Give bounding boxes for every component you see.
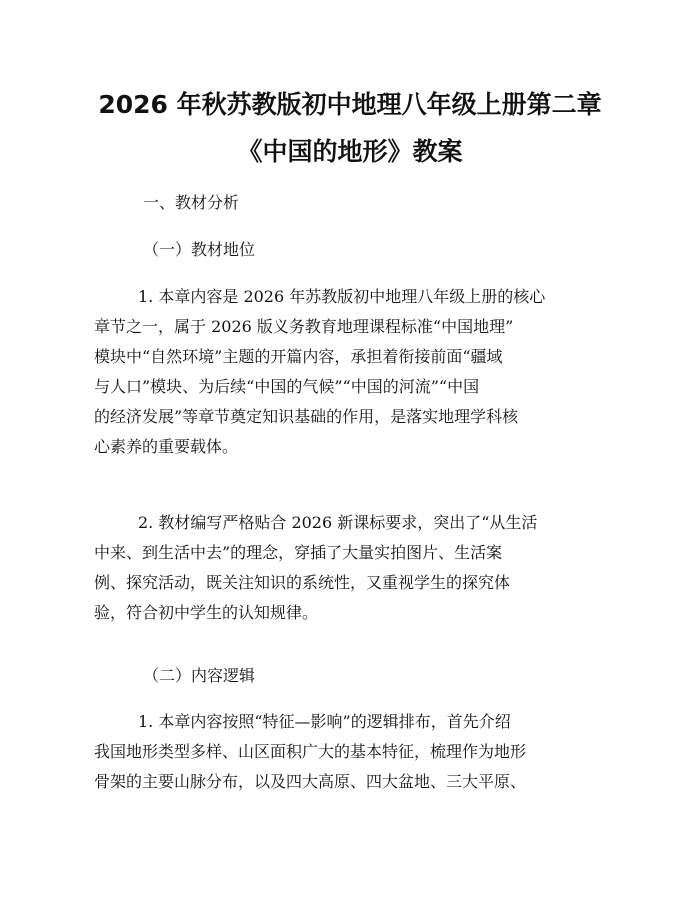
paragraph-1-line: 心素养的重要载体。 [94, 437, 239, 456]
paragraph-3-line: 我国地形类型多样、山区面积广大的基本特征，梳理作为地形 [94, 742, 527, 761]
paragraph-3-line: 1. 本章内容按照“特征—影响”的逻辑排布，首先介绍 [138, 712, 511, 731]
subsection-heading-content-logic: （二）内容逻辑 [143, 666, 256, 685]
document-title-line-2: 《中国的地形》教案 [237, 137, 463, 166]
paragraph-1-line: 章节之一，属于 2026 版义务教育地理课程标准“中国地理” [94, 317, 514, 336]
paragraph-2-line: 中来、到生活中去”的理念，穿插了大量实拍图片、生活案 [94, 543, 503, 562]
paragraph-3-line: 骨架的主要山脉分布，以及四大高原、四大盆地、三大平原、 [94, 772, 527, 791]
paragraph-3 [94, 707, 614, 797]
paragraph-2-line: 验，符合初中学生的认知规律。 [94, 603, 319, 622]
paragraph-1 [94, 282, 614, 462]
subsection-heading-textbook-position: （一）教材地位 [143, 240, 256, 259]
paragraph-1-line: 模块中“自然环境”主题的开篇内容，承担着衔接前面“疆域 [94, 347, 503, 366]
section-heading-textbook-analysis: 一、教材分析 [143, 193, 240, 212]
document-title-line-1: 2026 年秋苏教版初中地理八年级上册第二章 [98, 90, 602, 119]
paragraph-1-line: 1. 本章内容是 2026 年苏教版初中地理八年级上册的核心 [138, 287, 546, 306]
paragraph-2-line: 例、探究活动，既关注知识的系统性，又重视学生的探究体 [94, 573, 511, 592]
paragraph-1-line: 的经济发展”等章节奠定知识基础的作用，是落实地理学科核 [94, 407, 519, 426]
paragraph-2 [94, 508, 614, 628]
paragraph-1-line: 与人口”模块、为后续“中国的气候”“中国的河流”“中国 [94, 377, 480, 396]
paragraph-2-line: 2. 教材编写严格贴合 2026 新课标要求，突出了“从生活 [138, 513, 538, 532]
